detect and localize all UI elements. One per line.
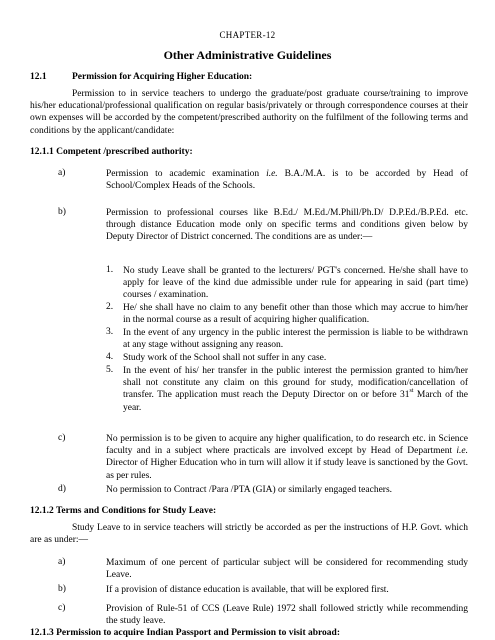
list-item: Maximum of one percent of particular subject will be considered for recommending study Leave. xyxy=(106,558,468,581)
section-12-1-heading xyxy=(30,72,252,82)
condition-item: Study work of the School shall not suffer in any case. xyxy=(123,353,327,363)
page-title: Other Administrative Guidelines xyxy=(163,48,332,62)
condition-number: 5. xyxy=(106,365,114,375)
condition-number: 3. xyxy=(106,327,114,337)
item-label: d) xyxy=(58,484,66,494)
list-item: If a provision of distance education is available, that will be explored first. xyxy=(106,585,389,595)
list-item: No permission to Contract /Para /PTA (GIA) or similarly engaged teachers. xyxy=(106,485,393,495)
section-12-1-intro: Permission to in service teachers to undergo the graduate/post graduate course/training to improve his/her educational/professional qualification on regular basis/privately or through correspondence courses at their own expenses will be accorded by the competent/prescribed authority on the fulfilment of the following terms and conditions by the applicant/candidate: xyxy=(30,89,468,136)
item-label: a) xyxy=(58,557,66,567)
condition-item: In the event of any urgency in the public interest the permission is liable to be withdrawn at any stage without assigning any reason. xyxy=(123,328,468,351)
list-item: No permission is to be given to acquire any higher qualification, to do research etc. in Science faculty and in a subject where practicals are involved except by Head of Department i.e. Director of Higher Education who in turn will allow it if study leave is sanctioned by the Govt. as per rules. xyxy=(106,434,468,481)
item-label: a) xyxy=(58,168,66,178)
condition-number: 1. xyxy=(106,265,114,275)
list-item: Permission to academic examination i.e. B.A./M.A. is to be accorded by Head of School/Complex Heads of the Schools. xyxy=(106,169,468,192)
item-label: b) xyxy=(58,584,66,594)
section-number: 12.1 xyxy=(30,72,47,82)
list-item: Permission to professional courses like B.Ed./ M.Ed./M.Phill/Ph.D/ D.P.Ed./B.P.Ed. etc. through distance Education mode only on specific terms and conditions given below by Deputy Director of District concerned. The conditions are as under:— xyxy=(106,208,468,243)
condition-item: He/ she shall have no claim to any benefit other than those which may accrue to him/her in the normal course as a result of acquiring higher qualification. xyxy=(123,303,468,326)
chapter-label: CHAPTER-12 xyxy=(219,30,276,40)
section-title: Permission for Acquiring Higher Education: xyxy=(72,72,253,82)
item-label: c) xyxy=(58,603,66,613)
condition-number: 4. xyxy=(106,352,114,362)
item-label: b) xyxy=(58,207,66,217)
condition-number: 2. xyxy=(106,302,114,312)
section-12-1-2-heading: 12.1.2 Terms and Conditions for Study Leave: xyxy=(30,506,217,516)
list-item: Provision of Rule-51 of CCS (Leave Rule) 1972 shall followed strictly while recommending the study leave. xyxy=(106,604,468,627)
item-label: c) xyxy=(58,433,66,443)
section-12-1-3-heading: 12.1.3 Permission to acquire Indian Passport and Permission to visit abroad: xyxy=(30,628,341,638)
section-12-1-1-heading: 12.1.1 Competent /prescribed authority: xyxy=(30,147,193,157)
condition-item: No study Leave shall be granted to the lecturers/ PGT's concerned. He/she shall have to apply for leave of the kind due admissible under rule for appearing in said (part time) courses / examination. xyxy=(123,266,468,301)
condition-item: In the event of his/ her transfer in the public interest the permission granted to him/her shall not constitute any claim on this ground for study, modification/cancellation of transfer. The application must reach the Deputy Director on or before 31st March of the year. xyxy=(123,366,468,413)
section-12-1-2-intro: Study Leave to in service teachers will strictly be accorded as per the instructions of H.P. Govt. which are as under:— xyxy=(30,523,468,546)
